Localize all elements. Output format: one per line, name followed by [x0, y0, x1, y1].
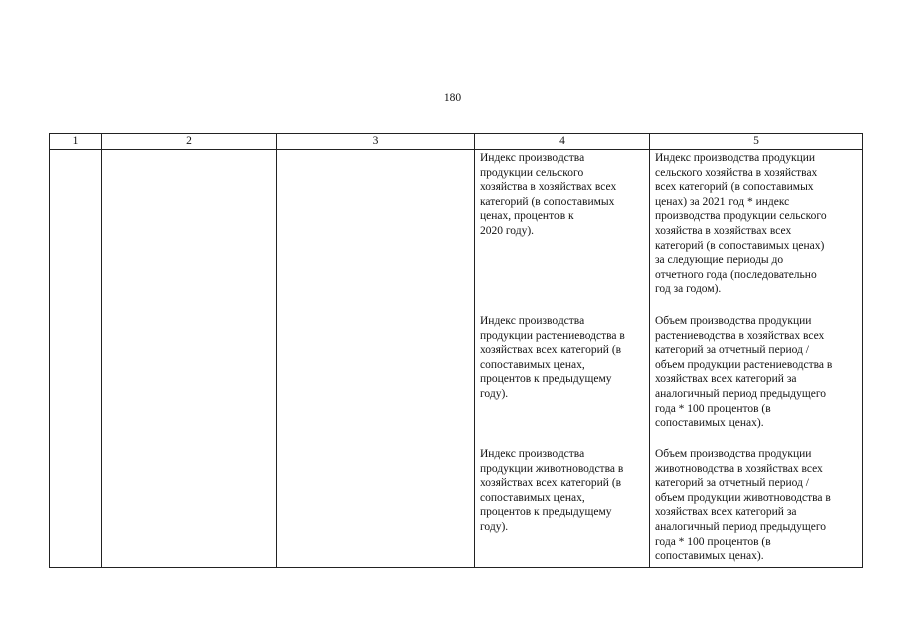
indicator-table [49, 133, 863, 568]
table-cell-col2 [102, 150, 277, 568]
page-number: 180 [443, 92, 462, 104]
column-header-1: 1 [50, 134, 102, 150]
table-cell-col3 [277, 150, 475, 568]
indicator-name-livestock-index: Индекс производства продукции животноводства в хозяйствах всех категорий (в сопоставимых ценах, процентов к предыдущему году). [480, 448, 624, 533]
indicator-name-agriculture-index: Индекс производства продукции сельского хозяйства в хозяйствах всех категорий (в сопоставимых ценах, процентов к 2020 году). [480, 152, 617, 237]
calculation-method-livestock-index: Объем производства продукции животноводства в хозяйствах всех категорий за отчетный период / объем продукции животноводства в хозяйствах всех категорий за аналогичный период предыдущего года * 100 процентов (в сопоставимых ценах). [655, 448, 831, 563]
column-header-5: 5 [650, 134, 863, 150]
table-cell-col1 [50, 150, 102, 568]
indicator-name-crop-index: Индекс производства продукции растениеводства в хозяйствах всех категорий (в сопоставимых ценах, процентов к предыдущему году). [480, 315, 625, 400]
calculation-method-crop-index: Объем производства продукции растениеводства в хозяйствах всех категорий за отчетный период / объем продукции растениеводства в хозяйствах всех категорий за аналогичный период предыдущего года * 100 процентов (в сопоставимых ценах). [655, 315, 833, 430]
calculation-method-agriculture-index: Индекс производства продукции сельского хозяйства в хозяйствах всех категорий (в сопоставимых ценах) за 2021 год * индекс производства продукции сельского хозяйства в хозяйствах всех категорий (в сопоставимых ценах) за следующие периоды до отчетного года (последовательно год за годом). [655, 152, 827, 296]
table-row [50, 150, 863, 568]
column-header-3: 3 [277, 134, 475, 150]
column-header-2: 2 [102, 134, 277, 150]
indicator-name-cell [475, 150, 650, 568]
column-number-row [50, 134, 863, 150]
calculation-method-cell [650, 150, 863, 568]
column-header-4: 4 [475, 134, 650, 150]
